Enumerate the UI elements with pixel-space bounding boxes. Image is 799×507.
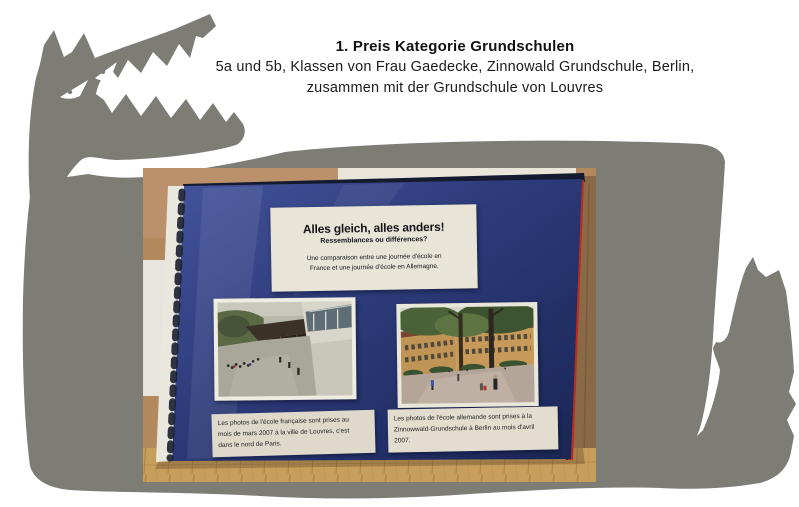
caption-line: Zinnowwald-Grundschule à Berlin au mois d'avril xyxy=(393,423,535,434)
caption-line: Les photos de l'école française sont prises au xyxy=(217,416,350,428)
caption-line: dans le nord de Paris. xyxy=(218,440,282,450)
binder-intro-line: France et une journée d'école en Allemagne. xyxy=(309,262,439,272)
heading-line-2: 5a und 5b, Klassen von Frau Gaedecke, Zinnowald Grundschule, Berlin, xyxy=(215,59,695,75)
binder-title-card xyxy=(270,204,477,292)
exhibit-photo xyxy=(143,168,596,482)
wolf-pupil-left xyxy=(68,90,72,94)
german-school-photo xyxy=(396,302,538,408)
caption-line: 2007. xyxy=(394,437,411,445)
binder-subtitle: Ressemblances ou différences? xyxy=(320,236,428,245)
french-school-scene xyxy=(218,301,353,396)
binder-title: Alles gleich, alles anders! xyxy=(302,219,445,237)
binder-intro-line: Une comparaison entre une journée d'école en xyxy=(306,252,442,263)
heading-line-3: zusammen mit der Grundschule von Louvres xyxy=(306,80,604,96)
german-photo-caption xyxy=(388,406,559,452)
german-school-scene xyxy=(400,306,534,404)
french-school-photo xyxy=(213,297,356,400)
heading-line-1: 1. Preis Kategorie Grundschulen xyxy=(335,38,575,55)
caption-line: Les photos de l'école allemande sont prises à la xyxy=(393,412,533,423)
caption-line: mois de mars 2007 à la ville de Louvres, c'est xyxy=(217,427,350,439)
french-photo-caption xyxy=(211,410,375,458)
wolf-pupil-right xyxy=(101,70,105,74)
